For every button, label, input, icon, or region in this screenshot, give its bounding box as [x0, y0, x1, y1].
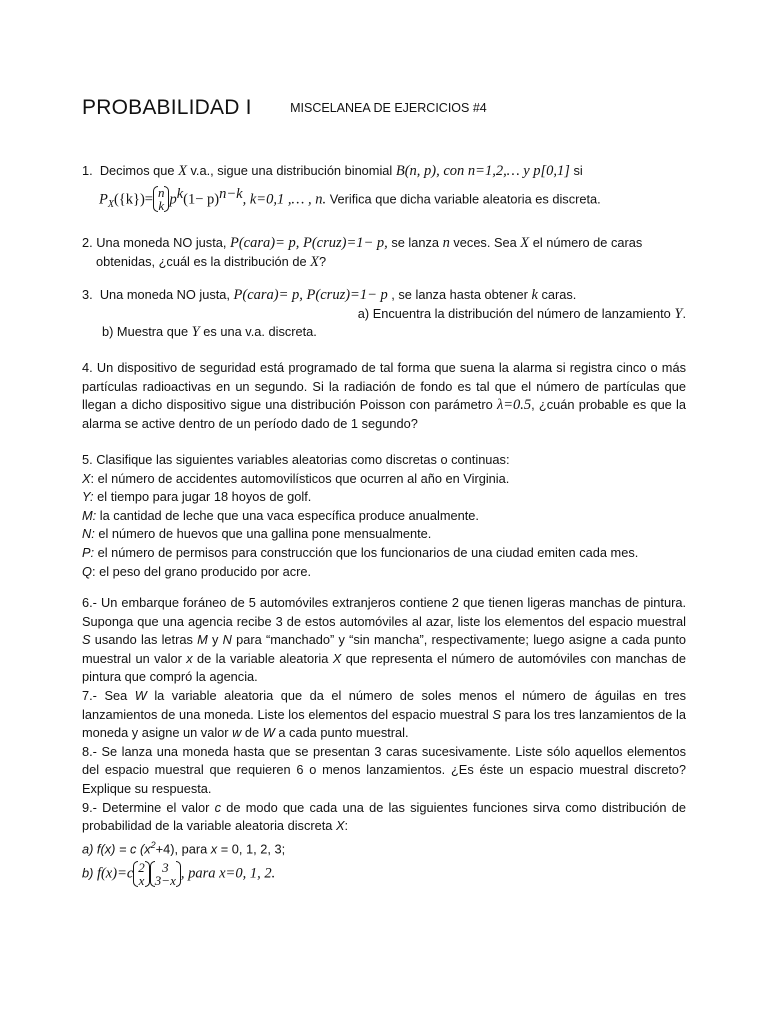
- binom-top: 3: [162, 859, 169, 875]
- math-expression: B(n, p), con n=1,2,… y p[0,1]: [395, 163, 570, 179]
- exercise-text: 7.- Sea: [82, 687, 128, 703]
- math-variable: x: [210, 840, 218, 856]
- exercise-7: [82, 687, 686, 743]
- item-variable: X: [82, 470, 91, 486]
- exercise-text: 6.- Un embarque foráneo de 5 automóviles extranjeros contiene 2 que tienen ligeras manchas de pintura. Suponga que una agencia recibe 3 de estos automóviles al azar, liste los elementos del espacio muestral: [82, 595, 686, 629]
- item-variable: Y:: [82, 489, 94, 505]
- binomial-coefficient: [150, 861, 181, 887]
- item-variable: N:: [82, 526, 95, 542]
- exercise-4: [82, 359, 686, 433]
- document-header: [82, 96, 487, 120]
- exercise-text: la variable aleatoria que da el número de soles menos el número de águilas en tres lanzamientos de una moneda. Liste los elementos del espacio muestral: [82, 687, 686, 722]
- exercise-text: veces. Sea: [453, 235, 517, 250]
- binom-bottom: x: [138, 872, 145, 888]
- exercise-text: Decimos que: [99, 163, 175, 178]
- exercise-text: a cada punto muestral.: [278, 725, 409, 741]
- exercise-number: 2.: [82, 235, 93, 250]
- exercise-intro: 5. Clasifique las siguientes variables aleatorias como discretas o continuas:: [82, 452, 510, 467]
- math-variable: W: [134, 687, 147, 703]
- math-expression: p: [169, 190, 177, 207]
- item-text: : el peso del grano producido por acre.: [91, 563, 312, 579]
- math-variable: k: [531, 287, 538, 303]
- formula-b-label: b): [82, 864, 94, 880]
- exercise-text: caras.: [541, 287, 577, 302]
- math-variable: X: [310, 253, 319, 270]
- formula-a-end: = 0, 1, 2, 3;: [220, 840, 286, 856]
- exercise-number: 1.: [82, 163, 93, 178]
- exercise-text: de la variable aleatoria: [197, 650, 329, 666]
- math-variable: S: [492, 706, 501, 722]
- list-item: [82, 563, 686, 582]
- exercise-text: , ¿cuán probable es que la alarma se active dentro de un período dado de 1 segundo?: [82, 397, 686, 431]
- binom-top: n: [157, 185, 165, 201]
- list-item: [82, 525, 686, 544]
- exercise-text: es una v.a. discreta.: [203, 324, 317, 340]
- math-variable: M: [197, 632, 208, 648]
- math-superscript: 2: [150, 839, 156, 850]
- list-item: [82, 507, 686, 526]
- exercise-text: el número de caras: [532, 235, 643, 250]
- list-item: [82, 470, 686, 489]
- math-variable: W: [262, 725, 275, 741]
- exercise-text: para “manchado” y “sin mancha”, respectivamente; luego asigne a cada punto muestral un valor: [82, 632, 687, 666]
- exercise-text: Una moneda NO justa,: [99, 287, 230, 302]
- binomial-coefficient: [133, 861, 150, 887]
- item-text: el número de permisos para construcción que los funcionarios de una ciudad emiten cada mes.: [94, 544, 639, 560]
- item-text: la cantidad de leche que una vaca específica produce anualmente.: [96, 507, 479, 523]
- exercise-text: usando las letras: [94, 632, 193, 648]
- exercises-6-to-9: [82, 594, 686, 887]
- item-variable: Q: [82, 563, 92, 579]
- math-variable: Y: [191, 324, 200, 341]
- exercise-text: 9.- Determine el valor: [82, 799, 210, 815]
- binomial-coefficient: [153, 186, 170, 212]
- exercise-text: que representa el número de automóviles con manchas de pintura que compró la agencia.: [82, 650, 687, 685]
- math-expression: P(cara)= p, P(cruz)=1− p: [233, 287, 388, 303]
- exercise-9a: [82, 836, 686, 859]
- binom-top: 2: [138, 859, 145, 875]
- exercise-text: Una moneda NO justa,: [96, 235, 227, 250]
- math-superscript: n−k: [219, 185, 243, 202]
- item-text: el número de huevos que una gallina pone mensualmente.: [94, 526, 432, 542]
- math-expression: , k=0,1 ,… , n.: [242, 190, 327, 207]
- item-text: : el número de accidentes automovilísticos que ocurren al año en Virginia.: [90, 470, 510, 486]
- math-variable: X: [332, 650, 342, 666]
- item-variable: M:: [82, 507, 97, 523]
- list-item: [82, 488, 686, 507]
- exercise-text: obtenidas, ¿cuál es la distribución de: [96, 253, 307, 269]
- math-variable: Y: [674, 305, 683, 322]
- math-expression: λ=0.5: [496, 397, 532, 414]
- list-item: [82, 544, 686, 563]
- exercise-text: de modo que cada una de las siguientes funciones sirva como distribución de probabilidad de la variable aleatoria discreta: [82, 799, 686, 834]
- math-expression: ({k})=: [113, 190, 153, 207]
- exercise-text: .: [682, 305, 686, 321]
- math-variable: x: [186, 650, 193, 666]
- formula-a: a) f(x) = c (x: [82, 840, 151, 856]
- exercise-text: ?: [318, 253, 327, 269]
- math-expression: P(cara)= p, P(cruz)=1− p,: [229, 235, 388, 251]
- exercise-number: 3.: [82, 287, 93, 302]
- exercise-text: y: [212, 632, 219, 648]
- exercise-8: 8.- Se lanza una moneda hasta que se presentan 3 caras sucesivamente. Liste sólo aquellos elementos del espacio muestral que requieren 6 o menos lanzamientos. ¿Es éste un espacio muestral discreto? Explique su respuesta.: [82, 743, 686, 796]
- exercise-5: [82, 451, 686, 581]
- math-expression: P: [99, 190, 108, 207]
- math-expression: (1− p): [183, 190, 220, 207]
- math-superscript: k: [176, 185, 184, 202]
- exercise-6: [82, 594, 686, 687]
- math-variable: c: [214, 799, 221, 815]
- exercise-text: :: [344, 818, 349, 834]
- exercise-text: para los tres lanzamientos de la moneda y asigne un valor: [82, 706, 686, 741]
- binom-bottom: 3−x: [154, 872, 176, 888]
- exercise-9: [82, 799, 686, 836]
- subquestion-a: a) Encuentra la distribución del número de lanzamiento: [357, 305, 671, 321]
- item-text: el tiempo para jugar 18 hoyos de golf.: [93, 489, 312, 505]
- exercise-9b: [82, 861, 686, 887]
- item-variable: P:: [82, 544, 95, 560]
- math-variable: n: [442, 235, 450, 251]
- exercise-2: [82, 234, 686, 271]
- exercise-text: v.a., sigue una distribución binomial: [190, 163, 393, 178]
- math-variable: X: [335, 818, 345, 834]
- exercise-text: , se lanza hasta obtener: [391, 287, 528, 302]
- page-subtitle: MISCELANEA DE EJERCICIOS #4: [290, 101, 487, 115]
- exercise-text: 4. Un dispositivo de seguridad está programado de tal forma que suena la alarma si registra cinco o más partículas radioactivas en un segundo. Si la radiación de fondo es tal que el número de partículas que llegan a dicho dispositivo sigue una distribución Poisson con parámetro: [82, 360, 686, 413]
- math-expression: , para x=0, 1, 2.: [180, 864, 276, 881]
- math-variable: S: [82, 632, 91, 648]
- formula-a-rest: +4), para: [155, 840, 208, 856]
- exercise-text: Verifica que dicha variable aleatoria es discreta.: [329, 190, 601, 206]
- exercise-text: de: [244, 725, 260, 741]
- math-variable: X: [178, 163, 187, 179]
- exercise-3: [82, 286, 686, 342]
- binomial-formula-line: [82, 185, 686, 214]
- exercise-text: si: [573, 163, 583, 178]
- math-expression: f(x)=c: [96, 864, 134, 881]
- subquestion-b: b) Muestra que: [102, 324, 189, 340]
- math-variable: w: [232, 725, 242, 741]
- page-title: PROBABILIDAD I: [82, 96, 252, 119]
- binom-bottom: k: [158, 198, 165, 214]
- math-subscript: X: [107, 198, 114, 210]
- exercise-text: se lanza: [391, 235, 440, 250]
- math-variable: X: [520, 235, 530, 251]
- exercise-1: [82, 162, 686, 214]
- math-variable: N: [222, 632, 232, 648]
